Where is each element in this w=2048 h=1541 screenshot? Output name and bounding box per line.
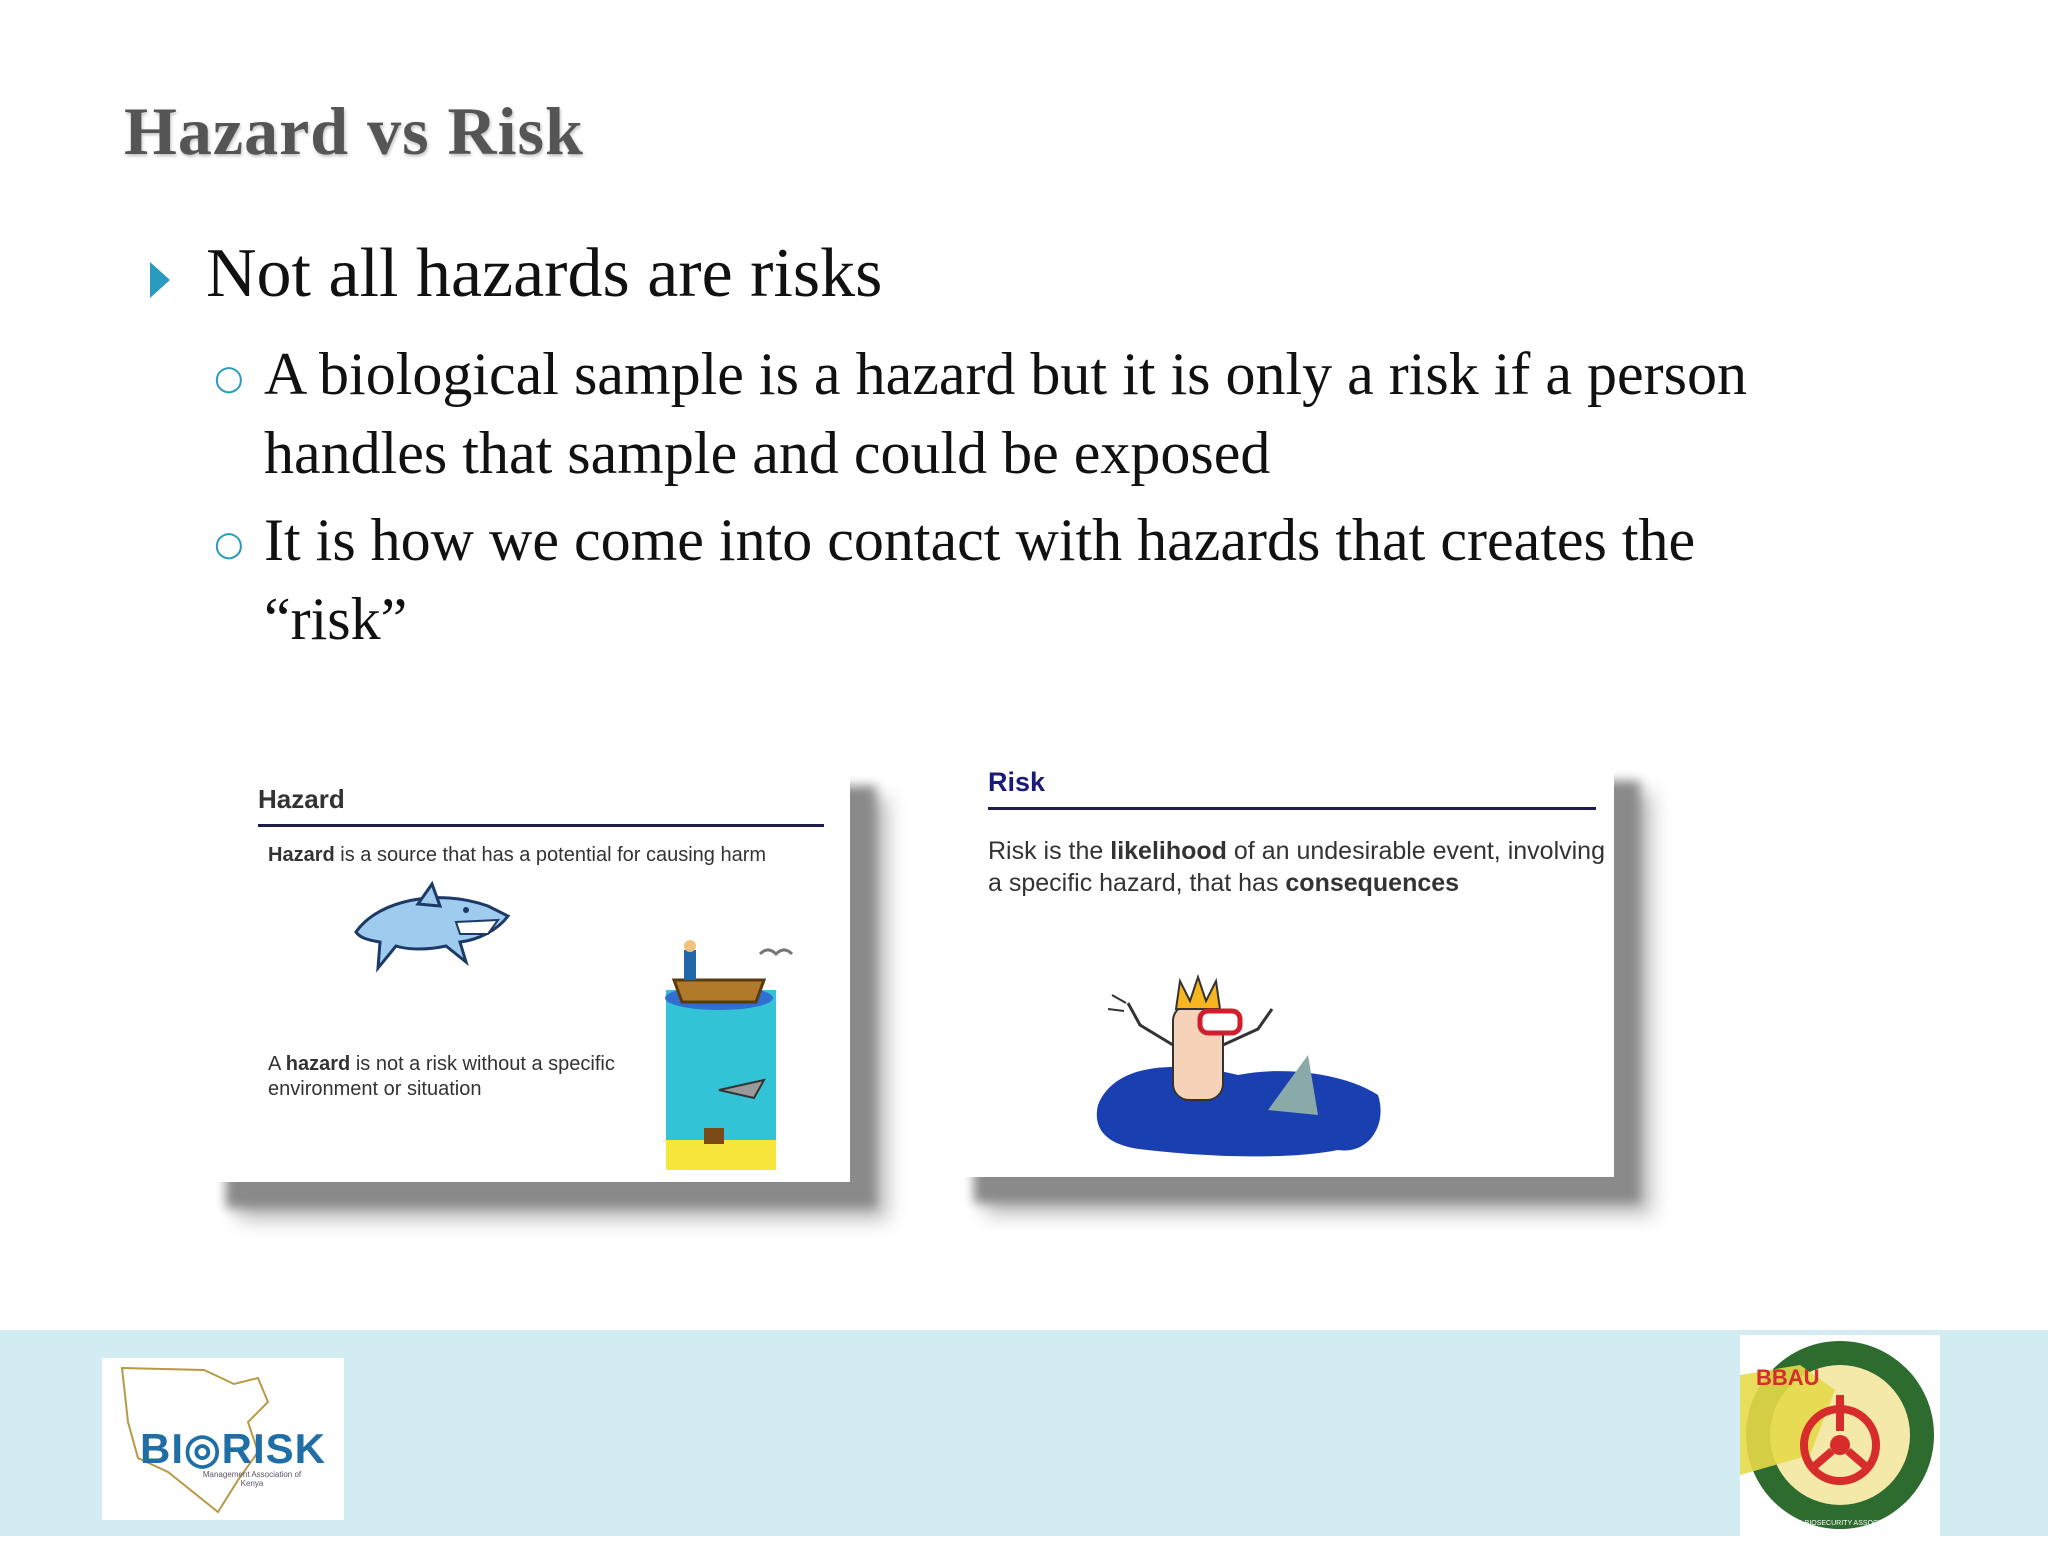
bbau-ring-text: BIOSAFETY AND BIOSECURITY ASSOCIATION UGANDA bbox=[1747, 1520, 1933, 1527]
boat-and-sea-icon bbox=[664, 940, 794, 1170]
swimmer-and-shark-fin-icon bbox=[1088, 925, 1398, 1165]
sub-bullet-1-text: A biological sample is a hazard but it is only a risk if a person handles that sample and could be exposed bbox=[264, 341, 1748, 486]
biorisk-logo bbox=[102, 1358, 344, 1520]
biorisk-wordmark: BI◎RISK bbox=[140, 1425, 326, 1472]
hazard-definition: Hazard is a source that has a potential for causing harm bbox=[268, 844, 767, 866]
slide-title: Hazard vs Risk bbox=[124, 93, 584, 169]
ring-bullet-icon: ○ bbox=[214, 524, 244, 564]
biohazard-seal-icon bbox=[1740, 1335, 1940, 1536]
hazard-card bbox=[200, 760, 850, 1182]
risk-definition: Risk is the likelihood of an undesirable event, involving a specific hazard, that has consequences bbox=[988, 837, 1605, 897]
hazard-context-note: A hazard is not a risk without a specific environment or situation bbox=[268, 1053, 615, 1100]
bbau-initials: BBAU bbox=[1756, 1365, 1820, 1390]
triangle-bullet-icon bbox=[150, 262, 170, 298]
shark-icon bbox=[348, 880, 518, 980]
ring-bullet-icon: ○ bbox=[214, 358, 244, 398]
biorisk-tagline: Management Association of Kenya bbox=[202, 1470, 302, 1488]
risk-card-rule bbox=[988, 807, 1596, 810]
sub-bullet-2-text: It is how we come into contact with hazards that creates the “risk” bbox=[264, 507, 1696, 652]
risk-card-heading: Risk bbox=[988, 767, 1046, 797]
hazard-card-rule bbox=[258, 824, 824, 827]
risk-card bbox=[948, 755, 1614, 1177]
main-bullet-text: Not all hazards are risks bbox=[206, 235, 883, 312]
sub-bullet-2 bbox=[210, 501, 1850, 659]
sub-bullet-1 bbox=[210, 335, 1850, 493]
main-bullet bbox=[150, 232, 882, 316]
bbau-logo bbox=[1740, 1335, 1940, 1536]
hazard-card-heading: Hazard bbox=[258, 784, 345, 814]
